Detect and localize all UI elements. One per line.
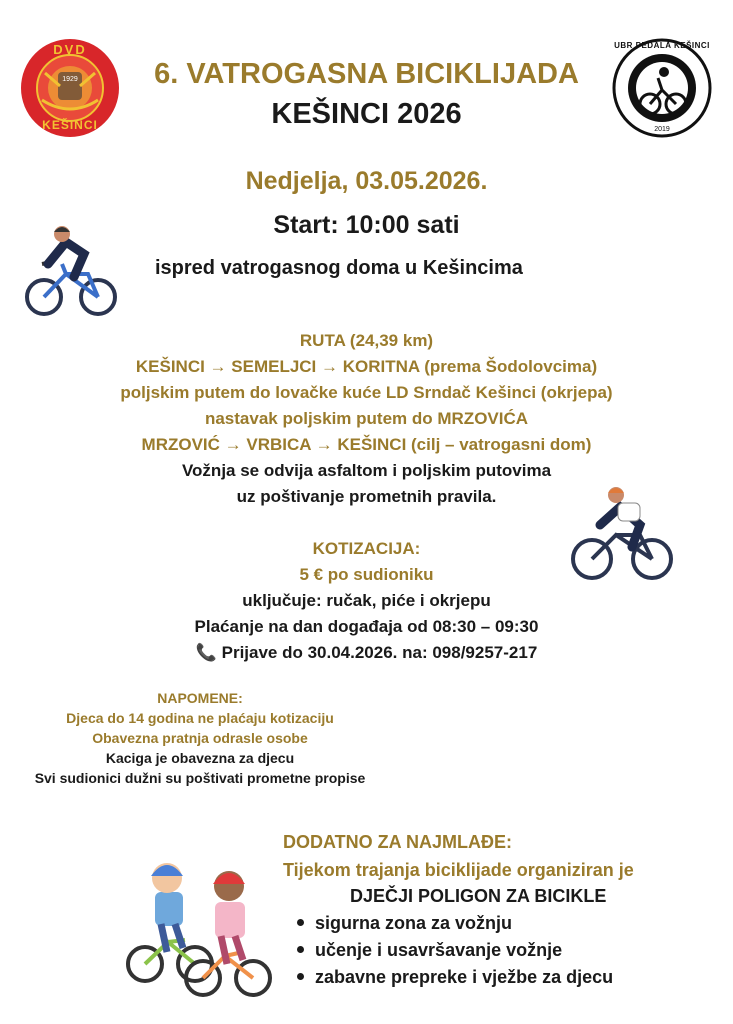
extra-heading: DODATNO ZA NAJMLAĐE: <box>283 832 512 852</box>
polygon-title: DJEČJI POLIGON ZA BICIKLE <box>350 886 607 906</box>
dvd-logo-year: 1929 <box>62 76 78 83</box>
cyclist-woman-illustration <box>22 222 120 322</box>
event-location: ispred vatrogasnog doma u Kešincima <box>155 257 523 279</box>
bullet-text: učenje i usavršavanje vožnje <box>315 940 563 960</box>
ubr-logo-year: 2019 <box>654 126 670 133</box>
bullet-item <box>297 940 562 961</box>
note-item: Djeca do 14 godina ne plaćaju kotizaciju <box>66 710 334 726</box>
route-line: Vožnja se odvija asfaltom i poljskim putovima <box>181 461 552 480</box>
registration-text: Prijave do 30.04.2026. na: 098/9257-217 <box>221 643 538 662</box>
fee-registration <box>120 643 613 663</box>
event-subtitle: KEŠINCI 2026 <box>271 98 462 130</box>
kids-cycling-illustration <box>123 852 273 1002</box>
event-start-time: Start: 10:00 sati <box>273 211 460 239</box>
route-heading: RUTA (24,39 km) <box>299 331 434 350</box>
fee-payment: Plaćanje na dan događaja od 08:30 – 09:30 <box>194 617 539 636</box>
route-line: poljskim putem do lovačke kuće LD Srndač Kešinci (okrjepa) <box>120 383 613 402</box>
bullet-text: zabavne prepreke i vježbe za djecu <box>315 967 614 987</box>
event-date: Nedjelja, 03.05.2026. <box>245 167 488 195</box>
route-line: uz poštivanje prometnih pravila. <box>236 487 497 506</box>
fee-includes: uključuje: ručak, piće i okrjepu <box>242 591 491 610</box>
route-line: KEŠINCI → SEMELJCI → KORITNA (prema Šodolovcima) <box>135 357 598 376</box>
route-line: MRZOVIĆ → VRBICA → KEŠINCI (cilj – vatrogasni dom) <box>141 435 592 454</box>
bullet-item <box>297 967 613 988</box>
dvd-logo-top-text: DVD <box>53 42 87 57</box>
fee-amount: 5 € po sudioniku <box>299 565 434 584</box>
bullet-item <box>297 913 512 934</box>
bullet-text: sigurna zona za vožnju <box>315 913 513 933</box>
extra-line: Tijekom trajanja biciklijade organiziran je <box>283 860 634 880</box>
fee-heading: KOTIZACIJA: <box>312 539 421 558</box>
dvd-logo-bottom-text: KEŠINCI <box>42 118 98 132</box>
event-title: 6. VATROGASNA BICIKLIJADA <box>154 58 579 90</box>
notes-heading: NAPOMENE: <box>157 690 243 706</box>
ubr-logo-text: UBR PEDALA KEŠINCI <box>614 41 710 50</box>
note-item: Obavezna pratnja odrasle osobe <box>92 730 308 746</box>
phone-icon: 📞 <box>195 643 217 662</box>
note-item: Svi sudionici dužni su poštivati prometne propise <box>34 770 366 786</box>
note-item: Kaciga je obavezna za djecu <box>105 750 295 766</box>
route-line: nastavak poljskim putem do MRZOVIĆA <box>204 409 529 428</box>
